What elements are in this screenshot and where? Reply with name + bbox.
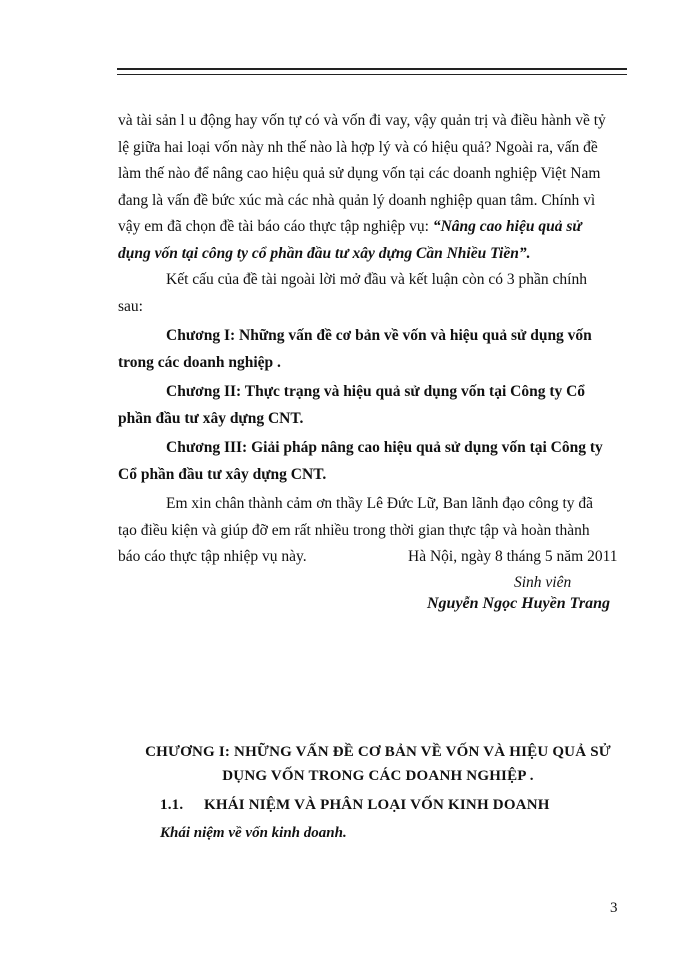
body-line: và tài sản l u động hay vốn tự có và vốn đi vay, vậy quản trị và điều hành về tỷ	[118, 112, 606, 129]
signature-name: Nguyễn Ngọc Huyền Trang	[427, 595, 610, 612]
chapter-heading	[118, 740, 638, 788]
subsection-heading: Khái niệm về vốn kinh doanh.	[160, 825, 347, 841]
structure-intro-end: sau:	[118, 297, 143, 315]
section-heading	[160, 797, 550, 814]
section-number: 1.1.	[160, 797, 184, 813]
body-line: làm thế nào để nâng cao hiệu quả sử dụng vốn tại các doanh nghiệp Việt Nam	[118, 165, 601, 182]
chapter-3-summary: Chương III: Giải pháp nâng cao hiệu quả sử dụng vốn tại Công ty	[166, 439, 603, 456]
body-line: đang là vấn đề bức xúc mà các nhà quản lý doanh nghiệp quan tâm. Chính vì	[118, 191, 596, 209]
page-number: 3	[610, 900, 618, 916]
chapter-heading-line-2: DỤNG VỐN TRONG CÁC DOANH NGHIỆP .	[222, 768, 534, 784]
chapter-1-summary: Chương I: Những vấn đề cơ bản về vốn và hiệu quả sử dụng vốn	[166, 327, 592, 344]
thesis-title-start: “Nâng cao hiệu quả sử	[432, 218, 582, 235]
structure-intro: Kết cấu của đề tài ngoài lời mở đầu và kết luận còn có 3 phần chính	[166, 271, 587, 288]
chapter-heading-line-1: CHƯƠNG I: NHỮNG VẤN ĐỀ CƠ BẢN VỀ VỐN VÀ HIỆU QUẢ SỬ	[145, 744, 611, 760]
chapter-2-summary: Chương II: Thực trạng và hiệu quả sử dụng vốn tại Công ty Cổ	[166, 383, 586, 400]
body-line-text: vậy em đã chọn đề tài báo cáo thực tập nghiệp vụ:	[118, 218, 433, 235]
chapter-2-summary-end: phần đầu tư xây dựng CNT.	[118, 409, 304, 427]
header-rule	[117, 68, 627, 75]
chapter-1-summary-end: trong các doanh nghiệp .	[118, 353, 281, 371]
signature-role: Sinh viên	[514, 574, 572, 591]
place-date: Hà Nội, ngày 8 tháng 5 năm 2011	[408, 548, 618, 565]
chapter-3-summary-end: Cổ phần đầu tư xây dựng CNT.	[118, 465, 327, 483]
thanks-line: báo cáo thực tập nhiệp vụ này.	[118, 548, 307, 565]
structure-section	[118, 267, 630, 571]
thanks-line: Em xin chân thành cảm ơn thầy Lê Đức Lữ, Ban lãnh đạo công ty đã	[166, 495, 594, 512]
thesis-title-end: dụng vốn tại công ty cổ phần đầu tư xây dựng Cần Nhiều Tiền”.	[118, 244, 531, 262]
section-title: KHÁI NIỆM VÀ PHÂN LOẠI VỐN KINH DOANH	[204, 797, 550, 813]
thanks-line: tạo điều kiện và giúp đỡ em rất nhiều trong thời gian thực tập và hoàn thành	[118, 521, 590, 539]
body-line: lệ giữa hai loại vốn này nh thế nào là hợp lý và có hiệu quả? Ngoài ra, vấn đề	[118, 138, 598, 156]
body-line	[118, 214, 630, 241]
body-paragraph-1	[118, 108, 630, 267]
